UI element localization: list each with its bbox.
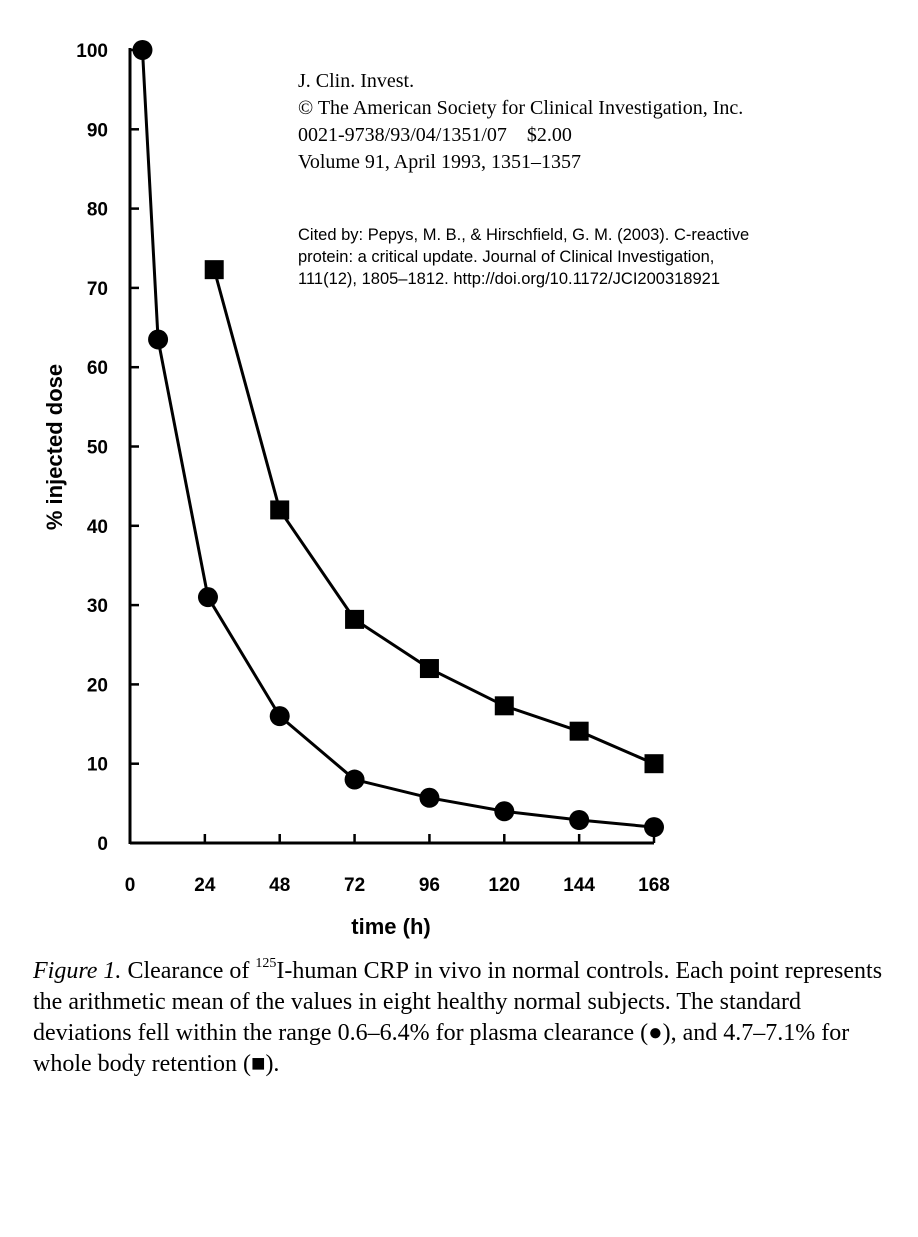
series-square: [205, 260, 664, 773]
caption-text-rest: I-human CRP in vivo in normal controls. Each point represents the arithmetic mean of the values in eight healthy normal subjects. The standard deviations fell within the range 0.6–6.4% for plasma clearance (●), and 4.7–7.1% for whole body retention (■).: [33, 958, 883, 1077]
y-tick-label: 0: [97, 834, 108, 855]
x-tick-label: 72: [344, 875, 366, 896]
journal-header-line: J. Clin. Invest.: [298, 70, 415, 92]
x-tick-label: 144: [563, 875, 595, 896]
data-point-square: [495, 696, 514, 715]
y-tick-label: 70: [86, 278, 108, 300]
y-tick-label: 80: [86, 199, 108, 221]
data-point-square: [205, 260, 224, 279]
x-tick-label: 48: [269, 875, 291, 896]
data-point-circle: [569, 810, 589, 830]
y-tick-label: 20: [86, 675, 108, 697]
y-tick-label: 60: [86, 358, 108, 380]
data-point-circle: [644, 817, 664, 837]
figure-label: Figure 1.: [33, 958, 122, 984]
y-tick-label: 90: [86, 120, 108, 142]
journal-header: [298, 70, 743, 173]
journal-header-line: 0021-9738/93/04/1351/07 $2.00: [298, 124, 572, 146]
data-point-square: [645, 754, 664, 773]
data-point-square: [570, 722, 589, 741]
figure-caption: [33, 956, 893, 1080]
citation-line: protein: a critical update. Journal of Clinical Investigation,: [298, 248, 715, 266]
data-point-circle: [148, 329, 168, 349]
y-axis-title: % injected dose: [42, 363, 67, 531]
citation-note: [298, 226, 749, 288]
y-tick-label: 100: [76, 41, 108, 62]
caption-text-start: Clearance of: [121, 958, 256, 984]
x-tick-label: 0: [124, 875, 136, 896]
journal-header-line: © The American Society for Clinical Investigation, Inc.: [298, 97, 744, 119]
isotope-superscript: 125: [255, 956, 277, 971]
x-tick-label: 168: [638, 875, 670, 896]
data-point-circle: [494, 801, 514, 821]
data-point-circle: [345, 770, 365, 790]
x-tick-label: 120: [488, 875, 521, 896]
x-tick-label: 96: [418, 875, 440, 896]
citation-line: Cited by: Pepys, M. B., & Hirschfield, G. M. (2003). C-reactive: [298, 226, 750, 244]
y-tick-label: 40: [86, 516, 108, 538]
data-point-circle: [419, 788, 439, 808]
data-point-circle: [198, 587, 218, 607]
y-tick-label: 10: [86, 754, 108, 776]
data-point-square: [270, 500, 289, 519]
x-tick-label: 24: [194, 875, 216, 896]
data-point-square: [345, 610, 364, 629]
journal-header-line: Volume 91, April 1993, 1351–1357: [298, 151, 581, 173]
data-point-circle: [270, 706, 290, 726]
data-point-square: [420, 659, 439, 678]
x-axis-title: time (h): [351, 914, 431, 939]
data-point-circle: [132, 40, 152, 60]
citation-line: 111(12), 1805–1812. http://doi.org/10.1172/JCI200318921: [298, 270, 720, 288]
y-tick-label: 50: [86, 437, 108, 459]
y-tick-label: 30: [86, 596, 108, 618]
